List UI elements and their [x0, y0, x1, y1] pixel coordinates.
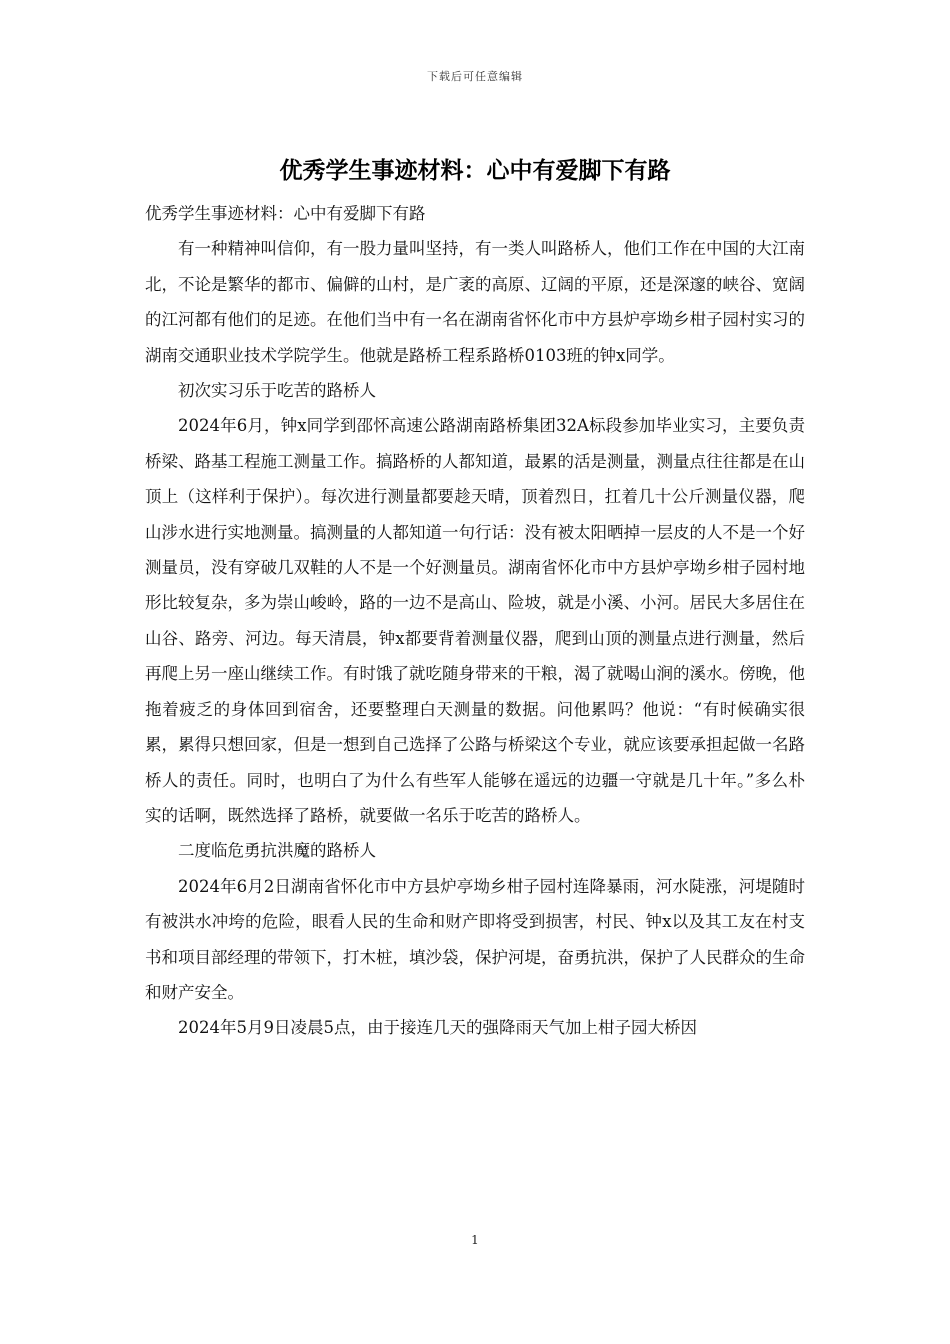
body-paragraph: 初次实习乐于吃苦的路桥人: [178, 381, 376, 401]
page-header: 下载后可任意编辑: [427, 70, 523, 83]
body-paragraph: 2024年5月9日凌晨5点，由于接连几天的强降雨天气加上柑子园大桥因: [178, 1018, 697, 1038]
page-number: 1: [471, 1233, 479, 1247]
body-paragraph: 优秀学生事迹材料：心中有爱脚下有路: [145, 204, 426, 223]
body-paragraph: 二度临危勇抗洪魔的路桥人: [178, 841, 376, 861]
body-paragraph: 2024年6月2日湖南省怀化市中方县炉亭坳乡柑子园村连降暴雨，河水陡涨，河堤随时有被洪水冲垮的危险，眼看人民的生命和财产即将受到损害，村民、钟x以及其工友在村支书和项目部经理的带领下，打木桩，填沙袋，保护河堤，奋勇抗洪，保护了人民群众的生命和财产安全。: [145, 876, 805, 1002]
body-paragraph: 有一种精神叫信仰，有一股力量叫坚持，有一类人叫路桥人，他们工作在中国的大江南北，不论是繁华的都市、偏僻的山村，是广袤的高原、辽阔的平原，还是深邃的峡谷、宽阔的江河都有他们的足迹。在他们当中有一名在湖南省怀化市中方县炉亭坳乡柑子园村实习的湖南交通职业技术学院学生。他就是路桥工程系路桥0103班的钟x同学。: [145, 239, 805, 365]
document-body: [145, 196, 805, 1046]
document-title: 优秀学生事迹材料：心中有爱脚下有路: [279, 158, 671, 184]
body-paragraph: 2024年6月，钟x同学到邵怀高速公路湖南路桥集团32A标段参加毕业实习，主要负责桥梁、路基工程施工测量工作。搞路桥的人都知道，最累的活是测量，测量点往往都是在山顶上（这样利于保护）。每次进行测量都要趁天晴，顶着烈日，扛着几十公斤测量仪器，爬山涉水进行实地测量。搞测量的人都知道一句行话：没有被太阳晒掉一层皮的人不是一个好测量员，没有穿破几双鞋的人不是一个好测量员。湖南省怀化市中方县炉亭坳乡柑子园村地形比较复杂，多为崇山峻岭，路的一边不是高山、险坡，就是小溪、小河。居民大多居住在山谷、路旁、河边。每天清晨，钟x都要背着测量仪器，爬到山顶的测量点进行测量，然后再爬上另一座山继续工作。有时饿了就吃随身带来的干粮，渴了就喝山涧的溪水。傍晚，他拖着疲乏的身体回到宿舍，还要整理白天测量的数据。问他累吗？他说：“有时候确实很累，累得只想回家，但是一想到自己选择了公路与桥梁这个专业，就应该要承担起做一名路桥人的责任。同时，也明白了为什么有些军人能够在遥远的边疆一守就是几十年。”多么朴实的话啊，既然选择了路桥，就要做一名乐于吃苦的路桥人。: [145, 416, 805, 825]
